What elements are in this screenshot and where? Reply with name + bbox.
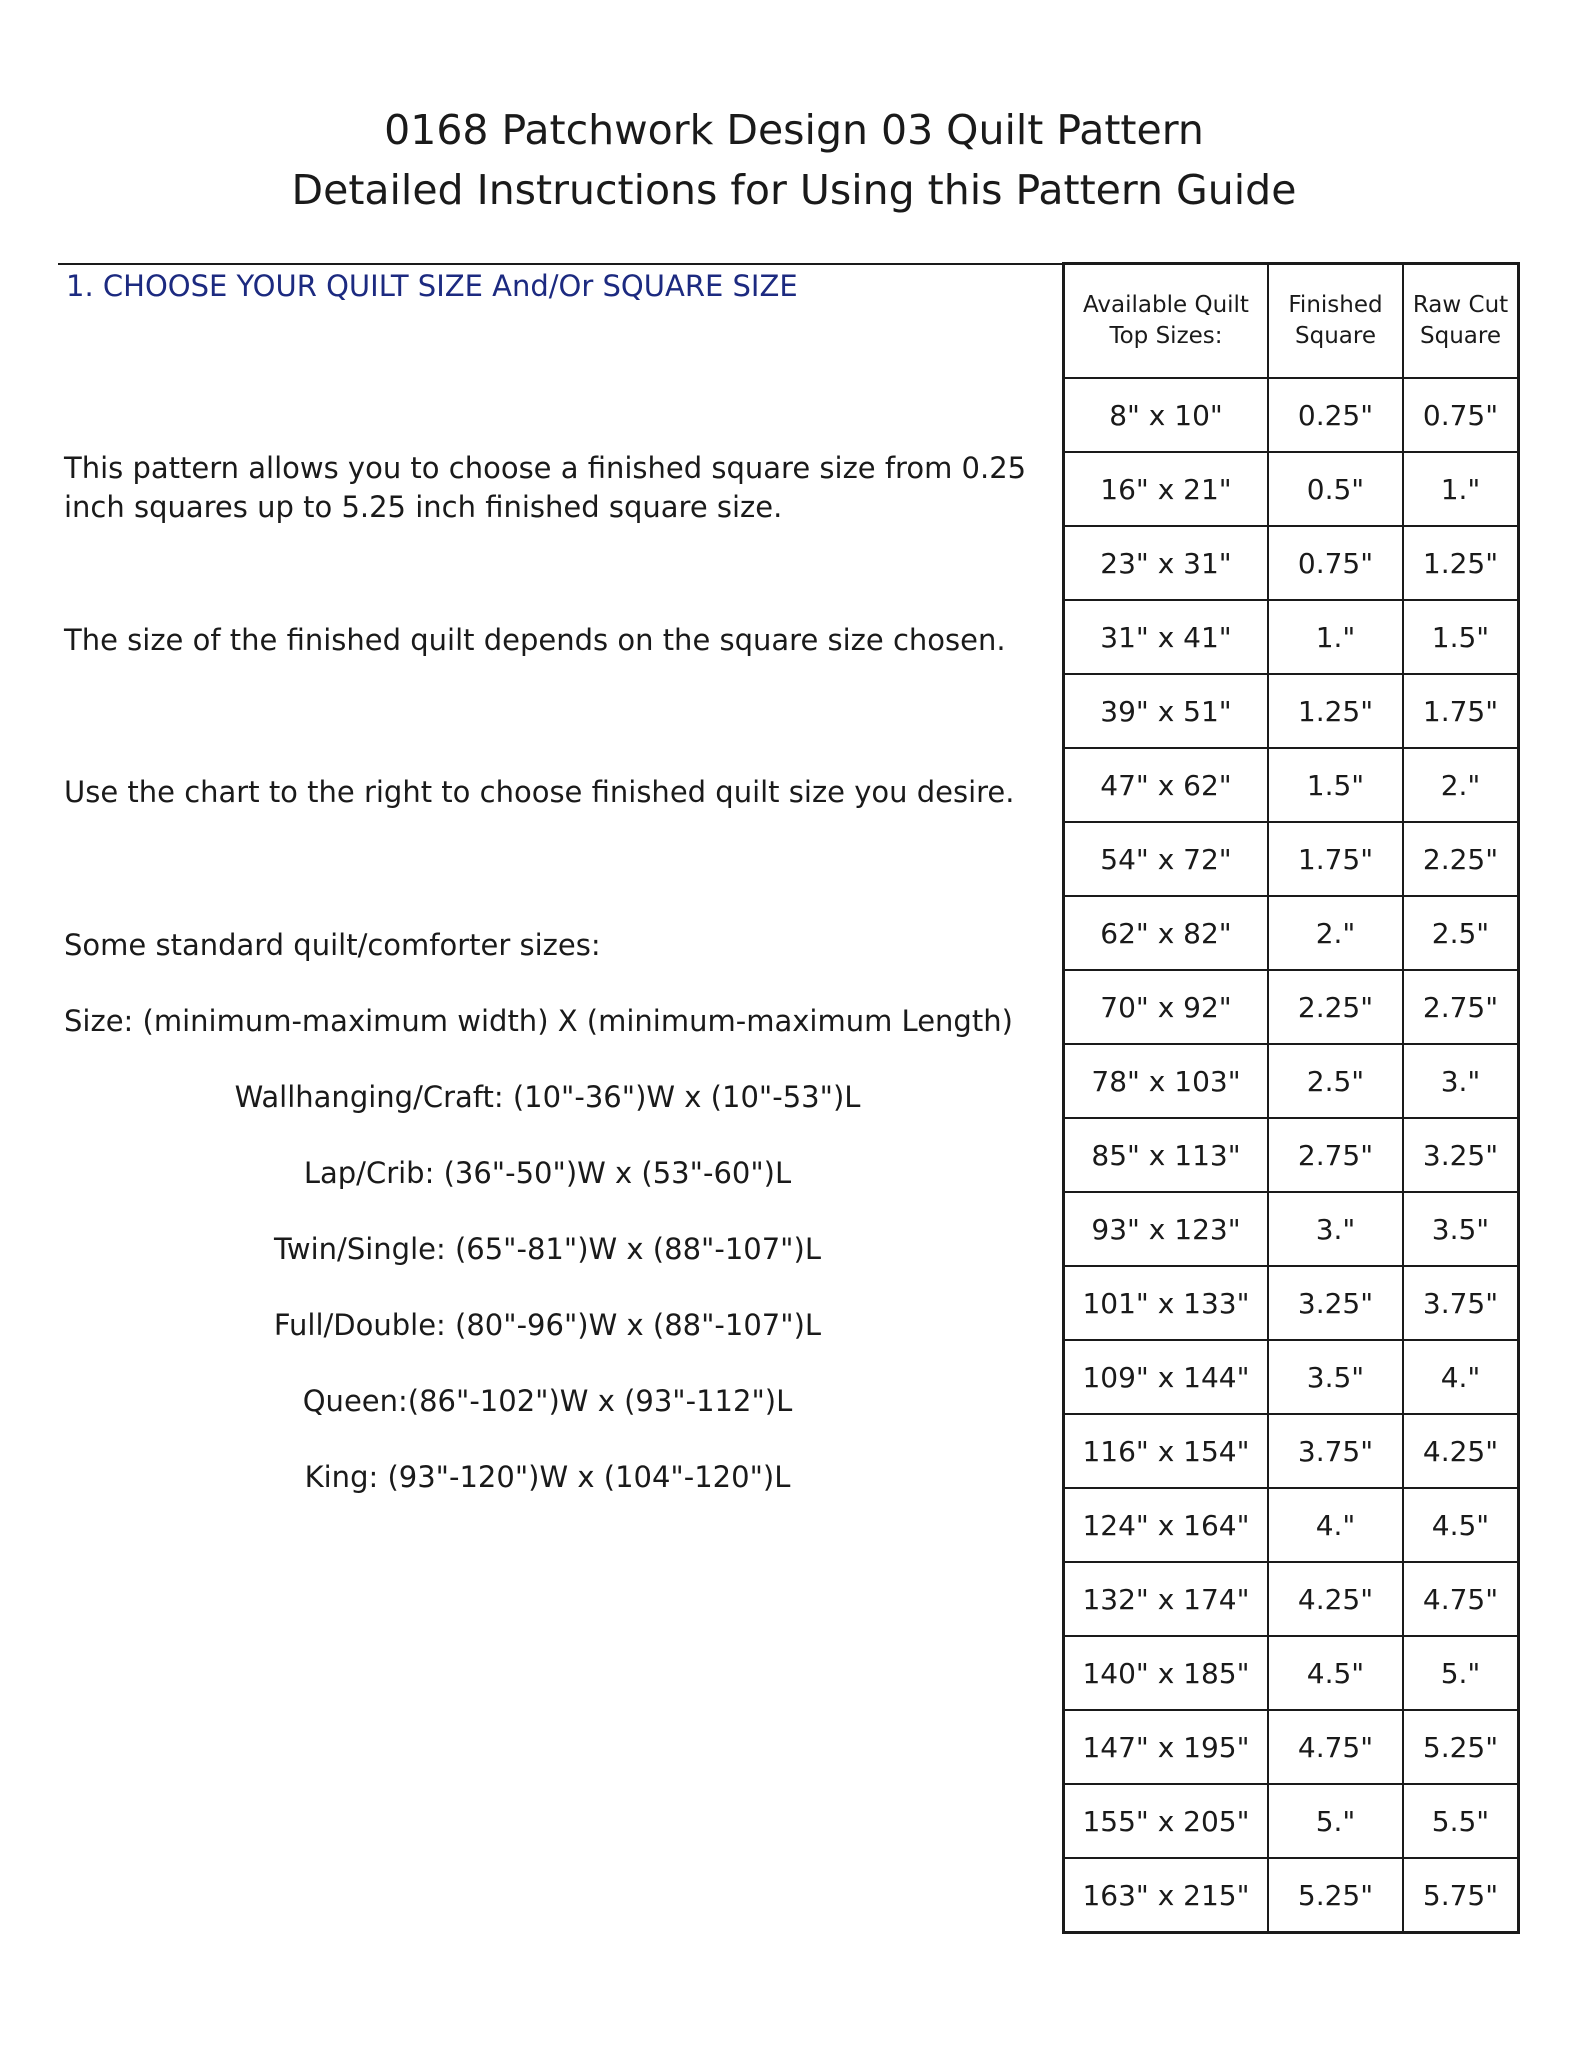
raw-cut-square-cell: 2.5" [1403, 896, 1519, 970]
finished-square-cell: 3.25" [1268, 1266, 1403, 1340]
quilt-top-size-cell: 16" x 21" [1064, 452, 1269, 526]
finished-square-cell: 3.5" [1268, 1340, 1403, 1414]
header-quilt-top-sizes: Available Quilt Top Sizes: [1064, 264, 1269, 379]
table-row [1064, 970, 1519, 1044]
table-row [1064, 1488, 1519, 1562]
quilt-top-size-cell: 85" x 113" [1064, 1118, 1269, 1192]
finished-square-cell: 2.5" [1268, 1044, 1403, 1118]
finished-square-cell: 4.25" [1268, 1562, 1403, 1636]
quilt-top-size-cell: 155" x 205" [1064, 1784, 1269, 1858]
table-row [1064, 600, 1519, 674]
standard-size-queen: Queen:(86"-102")W x (93"-112")L [302, 1384, 793, 1418]
intro-paragraph-line-2: inch squares up to 5.25 inch finished square size. [64, 490, 783, 524]
quilt-top-size-cell: 8" x 10" [1064, 378, 1269, 452]
quilt-top-size-cell: 31" x 41" [1064, 600, 1269, 674]
finished-square-cell: 4." [1268, 1488, 1403, 1562]
header-finished-square: Finished Square [1268, 264, 1403, 379]
raw-cut-square-cell: 3.5" [1403, 1192, 1519, 1266]
table-row [1064, 822, 1519, 896]
table-row [1064, 1192, 1519, 1266]
raw-cut-square-cell: 5." [1403, 1636, 1519, 1710]
finished-square-cell: 5." [1268, 1784, 1403, 1858]
quilt-top-size-cell: 47" x 62" [1064, 748, 1269, 822]
finished-square-cell: 3." [1268, 1192, 1403, 1266]
raw-cut-square-cell: 3." [1403, 1044, 1519, 1118]
table-body [1064, 378, 1519, 1933]
table-row [1064, 1784, 1519, 1858]
size-format-line: Size: (minimum-maximum width) X (minimum-maximum Length) [64, 1004, 1013, 1038]
raw-cut-square-cell: 2." [1403, 748, 1519, 822]
standard-size-twin: Twin/Single: (65"-81")W x (88"-107")L [273, 1232, 821, 1266]
finished-square-cell: 1.25" [1268, 674, 1403, 748]
raw-cut-square-cell: 5.5" [1403, 1784, 1519, 1858]
table-row [1064, 378, 1519, 452]
table-row [1064, 1266, 1519, 1340]
quilt-top-size-cell: 23" x 31" [1064, 526, 1269, 600]
table-row [1064, 1414, 1519, 1488]
section-divider [58, 263, 1068, 265]
raw-cut-square-cell: 1.75" [1403, 674, 1519, 748]
title-line-1: 0168 Patchwork Design 03 Quilt Pattern [384, 106, 1204, 154]
finished-square-cell: 1." [1268, 600, 1403, 674]
quilt-top-size-cell: 70" x 92" [1064, 970, 1269, 1044]
finished-square-cell: 0.75" [1268, 526, 1403, 600]
quilt-top-size-cell: 147" x 195" [1064, 1710, 1269, 1784]
raw-cut-square-cell: 4.25" [1403, 1414, 1519, 1488]
quilt-top-size-cell: 116" x 154" [1064, 1414, 1269, 1488]
header-raw-cut-square: Raw Cut Square [1403, 264, 1519, 379]
standard-size-full: Full/Double: (80"-96")W x (88"-107")L [273, 1308, 822, 1342]
quilt-top-size-cell: 109" x 144" [1064, 1340, 1269, 1414]
finished-square-cell: 5.25" [1268, 1858, 1403, 1933]
quilt-top-size-cell: 62" x 82" [1064, 896, 1269, 970]
quilt-top-size-cell: 78" x 103" [1064, 1044, 1269, 1118]
finished-square-cell: 1.75" [1268, 822, 1403, 896]
finished-square-cell: 4.75" [1268, 1710, 1403, 1784]
raw-cut-square-cell: 4." [1403, 1340, 1519, 1414]
finished-square-cell: 1.5" [1268, 748, 1403, 822]
table-row [1064, 526, 1519, 600]
raw-cut-square-cell: 5.75" [1403, 1858, 1519, 1933]
chart-instruction-paragraph: Use the chart to the right to choose finished quilt size you desire. [64, 775, 1015, 809]
table-row [1064, 748, 1519, 822]
table-row [1064, 1858, 1519, 1933]
raw-cut-square-cell: 4.5" [1403, 1488, 1519, 1562]
finished-square-cell: 2.25" [1268, 970, 1403, 1044]
quilt-top-size-cell: 163" x 215" [1064, 1858, 1269, 1933]
quilt-top-size-cell: 93" x 123" [1064, 1192, 1269, 1266]
table-row [1064, 1118, 1519, 1192]
quilt-size-table [1062, 262, 1520, 1934]
table-row [1064, 1710, 1519, 1784]
quilt-top-size-cell: 101" x 133" [1064, 1266, 1269, 1340]
raw-cut-square-cell: 1.25" [1403, 526, 1519, 600]
table-row [1064, 452, 1519, 526]
raw-cut-square-cell: 4.75" [1403, 1562, 1519, 1636]
table-row [1064, 674, 1519, 748]
intro-paragraph-line-1: This pattern allows you to choose a finished square size from 0.25 [64, 451, 1027, 485]
table-row [1064, 1562, 1519, 1636]
raw-cut-square-cell: 1." [1403, 452, 1519, 526]
section-heading: 1. CHOOSE YOUR QUILT SIZE And/Or SQUARE SIZE [66, 269, 798, 303]
finished-square-cell: 2." [1268, 896, 1403, 970]
raw-cut-square-cell: 1.5" [1403, 600, 1519, 674]
table-row [1064, 896, 1519, 970]
quilt-top-size-cell: 132" x 174" [1064, 1562, 1269, 1636]
raw-cut-square-cell: 0.75" [1403, 378, 1519, 452]
table-row [1064, 1340, 1519, 1414]
standard-size-king: King: (93"-120")W x (104"-120")L [304, 1460, 791, 1494]
raw-cut-square-cell: 2.25" [1403, 822, 1519, 896]
standard-size-lap-crib: Lap/Crib: (36"-50")W x (53"-60")L [303, 1156, 792, 1190]
raw-cut-square-cell: 3.25" [1403, 1118, 1519, 1192]
title-line-2: Detailed Instructions for Using this Pattern Guide [291, 166, 1297, 214]
standard-size-wallhanging: Wallhanging/Craft: (10"-36")W x (10"-53")L [234, 1080, 861, 1114]
raw-cut-square-cell: 3.75" [1403, 1266, 1519, 1340]
finished-square-cell: 2.75" [1268, 1118, 1403, 1192]
quilt-top-size-cell: 39" x 51" [1064, 674, 1269, 748]
finished-square-cell: 4.5" [1268, 1636, 1403, 1710]
page-title [0, 100, 1588, 220]
table-row [1064, 1636, 1519, 1710]
size-depends-paragraph: The size of the finished quilt depends on the square size chosen. [64, 623, 1006, 657]
finished-square-cell: 0.5" [1268, 452, 1403, 526]
quilt-top-size-cell: 54" x 72" [1064, 822, 1269, 896]
raw-cut-square-cell: 5.25" [1403, 1710, 1519, 1784]
standard-sizes-heading: Some standard quilt/comforter sizes: [64, 928, 601, 962]
finished-square-cell: 0.25" [1268, 378, 1403, 452]
finished-square-cell: 3.75" [1268, 1414, 1403, 1488]
quilt-top-size-cell: 124" x 164" [1064, 1488, 1269, 1562]
table-header-row [1064, 264, 1519, 379]
raw-cut-square-cell: 2.75" [1403, 970, 1519, 1044]
quilt-top-size-cell: 140" x 185" [1064, 1636, 1269, 1710]
table-row [1064, 1044, 1519, 1118]
